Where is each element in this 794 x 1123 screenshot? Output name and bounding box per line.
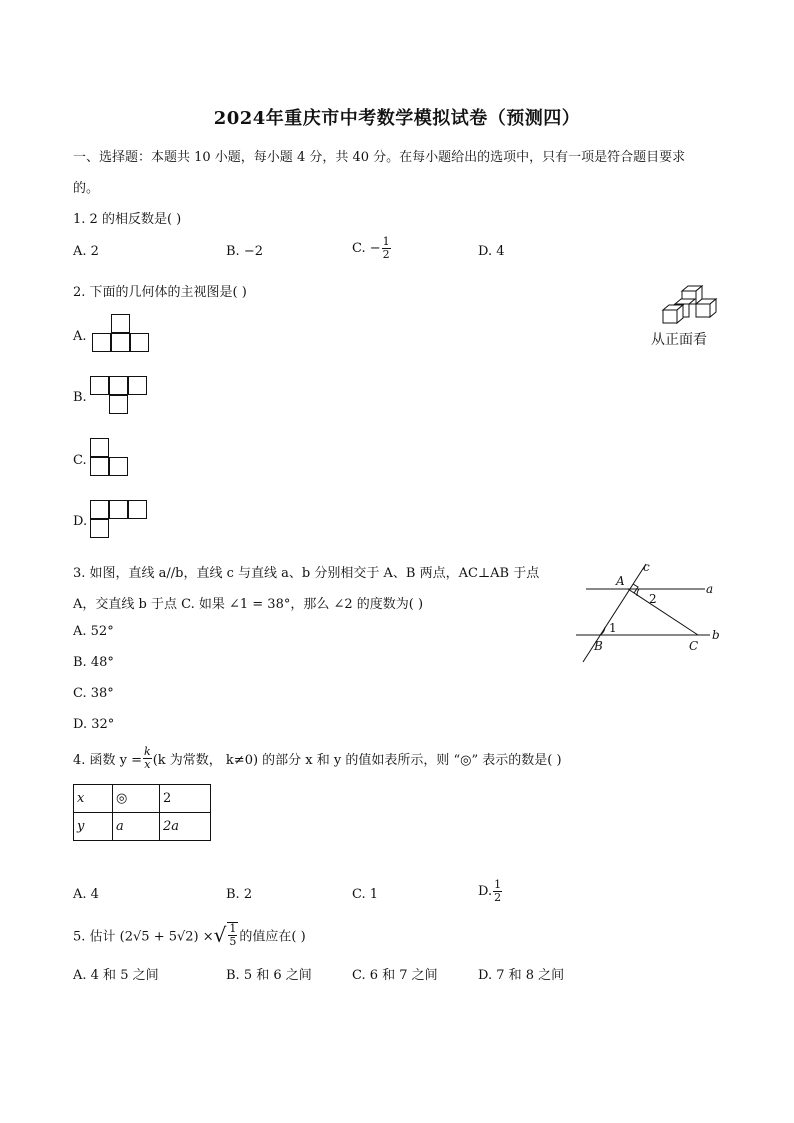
q1-option-c [352, 236, 392, 261]
q3-stem-line2: A，交直线 b 于点 C. 如果 ∠1 = 38°，那么 ∠2 的度数为( ) [73, 597, 424, 612]
q5-option-a: A. 4 和 5 之间 [73, 968, 159, 983]
q2-option-a: A. [73, 329, 87, 344]
section-instructions-line2: 的。 [73, 181, 100, 196]
square-cell [111, 314, 130, 333]
q4-stem [73, 746, 562, 771]
square-cell [109, 500, 128, 519]
q5-option-d: D. 7 和 8 之间 [478, 968, 565, 983]
q2-option-b-figure [90, 376, 152, 418]
q5-stem-post: 的值应在( ) [239, 929, 306, 945]
segment-ac [628, 589, 698, 635]
q5-sqrt-denominator: 5 [229, 935, 237, 948]
square-cell [90, 519, 109, 538]
square-cell [90, 500, 109, 519]
q3-option-b: B. 48° [73, 655, 114, 670]
square-cell [109, 395, 128, 414]
q4-stem-pre: 4. 函数 y = [73, 753, 143, 768]
square-cell [128, 500, 147, 519]
q5-option-b: B. 5 和 6 之间 [226, 968, 312, 983]
square-cell [109, 457, 128, 476]
q4-option-d-prefix: D. [478, 884, 493, 899]
q4-frac-numerator: k [144, 745, 151, 758]
square-cell [90, 438, 109, 457]
square-cell [90, 457, 109, 476]
q2-option-b: B. [73, 390, 87, 405]
table-cell: y [74, 813, 113, 841]
table-cell: 2a [160, 813, 211, 841]
q2-option-d-figure [90, 500, 152, 542]
table-cell: ◎ [113, 785, 160, 813]
q3-geometry-figure [570, 556, 730, 668]
line-c [583, 564, 646, 662]
q5-option-c: C. 6 和 7 之间 [352, 968, 438, 983]
q2-option-c-figure [90, 438, 132, 480]
label-c: c [643, 560, 650, 574]
table-cell: x [74, 785, 113, 813]
q1-stem: 1. 2 的相反数是( ) [73, 212, 182, 227]
q2-stem: 2. 下面的几何体的主视图是( ) [73, 285, 247, 300]
q4-value-table [73, 784, 211, 841]
angle-2-arc [637, 589, 639, 596]
q4-option-a: A. 4 [73, 887, 99, 902]
q5-sqrt-numerator: 1 [229, 922, 237, 935]
table-row [74, 813, 211, 841]
q1-c-numerator: 1 [382, 235, 390, 248]
q4-option-b: B. 2 [226, 887, 253, 902]
sqrt-sign: √ [213, 923, 227, 947]
q2-option-a-figure [92, 314, 154, 356]
q4-option-c: C. 1 [352, 887, 379, 902]
label-point-b: B [594, 639, 603, 653]
q2-option-c: C. [73, 453, 87, 468]
q5-stem-pre: 5. 估计 (2√5 + 5√2) × [73, 929, 214, 945]
q2-solid-figure [655, 283, 730, 328]
table-cell: 2 [160, 785, 211, 813]
q3-option-a: A. 52° [73, 624, 114, 639]
table-row [74, 785, 211, 813]
q4-stem-post: (k 为常数， k≠0) 的部分 x 和 y 的值如表所示，则 “◎” 表示的数是( ) [152, 753, 562, 768]
q1-option-d: D. 4 [478, 244, 505, 259]
square-cell [90, 376, 109, 395]
q1-option-b: B. −2 [226, 244, 263, 259]
q4-option-d [478, 879, 503, 904]
q2-view-label: 从正面看 [651, 332, 707, 348]
square-cell [92, 333, 111, 352]
q3-option-d: D. 32° [73, 717, 115, 732]
q5-stem [73, 922, 306, 948]
q4-d-numerator: 1 [494, 878, 502, 891]
label-b: b [712, 628, 720, 642]
square-cell [128, 376, 147, 395]
label-angle-2: 2 [649, 592, 657, 606]
label-point-c: C [689, 639, 699, 653]
q5-sqrt-fraction [227, 922, 238, 948]
q3-stem-line1: 3. 如图，直线 a//b，直线 c 与直线 a、b 分别相交于 A、B 两点，AC⊥AB 于点 [73, 566, 540, 581]
q2-option-d: D. [73, 514, 88, 529]
square-cell [109, 376, 128, 395]
q4-d-denominator: 2 [494, 891, 502, 904]
q4-frac-denominator: x [144, 758, 151, 771]
page-title: 2024年重庆市中考数学模拟试卷（预测四） [213, 108, 581, 129]
q1-option-c-prefix: C. − [352, 241, 381, 256]
q1-c-denominator: 2 [382, 248, 390, 261]
q3-option-c: C. 38° [73, 686, 114, 701]
label-angle-1: 1 [609, 621, 617, 635]
q1-option-a: A. 2 [73, 244, 99, 259]
table-cell: a [113, 813, 160, 841]
label-point-a: A [616, 574, 625, 588]
square-cell [111, 333, 130, 352]
q4-stem-fraction [143, 746, 152, 771]
q1-option-c-fraction [382, 236, 391, 261]
q4-option-d-fraction [493, 879, 502, 904]
square-cell [130, 333, 149, 352]
label-a: a [706, 582, 714, 596]
section-instructions-line1: 一、选择题：本题共 10 小题，每小题 4 分，共 40 分。在每小题给出的选项中，只有一项是符合题目要求 [73, 150, 686, 165]
